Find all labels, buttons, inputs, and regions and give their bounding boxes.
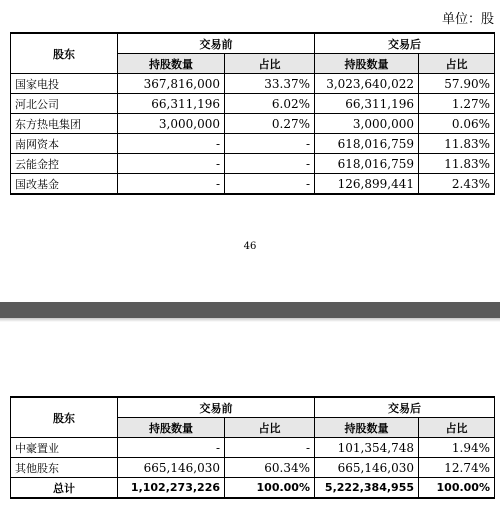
page-break-shadow (0, 318, 500, 322)
row-before-shares: 367,816,000 (118, 74, 225, 94)
header-before-ratio: 占比 (225, 54, 315, 74)
row-before-ratio: - (225, 134, 315, 154)
row-before-shares: - (118, 438, 225, 458)
row-after-ratio: 2.43% (419, 174, 495, 195)
header-after-shares: 持股数量 (315, 54, 419, 74)
table-row (11, 154, 495, 174)
total-after-ratio: 100.00% (419, 478, 495, 499)
header-after: 交易后 (315, 33, 495, 54)
unit-label: 单位：股 (441, 12, 494, 27)
page-break-divider (0, 302, 500, 318)
row-after-shares: 618,016,759 (315, 154, 419, 174)
header-before: 交易前 (118, 397, 315, 418)
row-before-shares: 66,311,196 (118, 94, 225, 114)
row-after-ratio: 1.27% (419, 94, 495, 114)
row-before-shares: - (118, 134, 225, 154)
table-row (11, 458, 495, 478)
row-after-shares: 66,311,196 (315, 94, 419, 114)
table-row (11, 94, 495, 114)
row-before-ratio: 33.37% (225, 74, 315, 94)
row-before-shares: 3,000,000 (118, 114, 225, 134)
header-before-shares: 持股数量 (118, 418, 225, 438)
row-after-shares: 665,146,030 (315, 458, 419, 478)
row-name: 河北公司 (11, 94, 118, 114)
header-after-ratio: 占比 (419, 54, 495, 74)
row-after-shares: 3,023,640,022 (315, 74, 419, 94)
row-before-ratio: 60.34% (225, 458, 315, 478)
table-row (11, 74, 495, 94)
header-after-shares: 持股数量 (315, 418, 419, 438)
row-after-ratio: 57.90% (419, 74, 495, 94)
shareholding-table-bottom (10, 396, 495, 499)
total-after-shares: 5,222,384,955 (315, 478, 419, 499)
row-before-shares: - (118, 154, 225, 174)
row-after-shares: 126,899,441 (315, 174, 419, 195)
page-number: 46 (243, 241, 257, 252)
total-label: 总计 (11, 478, 118, 499)
row-before-shares: - (118, 174, 225, 195)
row-after-shares: 3,000,000 (315, 114, 419, 134)
row-after-ratio: 11.83% (419, 154, 495, 174)
header-after-ratio: 占比 (419, 418, 495, 438)
row-name: 中豪置业 (11, 438, 118, 458)
table-total-row (11, 478, 495, 499)
row-name: 东方热电集团 (11, 114, 118, 134)
header-before: 交易前 (118, 33, 315, 54)
table-row (11, 174, 495, 195)
row-name: 国家电投 (11, 74, 118, 94)
table-row (11, 438, 495, 458)
shareholding-table-top (10, 32, 495, 195)
header-after: 交易后 (315, 397, 495, 418)
row-before-ratio: 0.27% (225, 114, 315, 134)
row-before-ratio: 6.02% (225, 94, 315, 114)
row-before-ratio: - (225, 438, 315, 458)
header-before-shares: 持股数量 (118, 54, 225, 74)
row-before-ratio: - (225, 154, 315, 174)
total-before-ratio: 100.00% (225, 478, 315, 499)
row-after-ratio: 12.74% (419, 458, 495, 478)
row-after-shares: 618,016,759 (315, 134, 419, 154)
header-shareholder: 股东 (11, 397, 118, 438)
row-before-ratio: - (225, 174, 315, 195)
header-before-ratio: 占比 (225, 418, 315, 438)
table-row (11, 134, 495, 154)
row-after-ratio: 0.06% (419, 114, 495, 134)
row-before-shares: 665,146,030 (118, 458, 225, 478)
row-name: 云能金控 (11, 154, 118, 174)
row-name: 国改基金 (11, 174, 118, 195)
row-name: 南网资本 (11, 134, 118, 154)
row-after-shares: 101,354,748 (315, 438, 419, 458)
row-after-ratio: 11.83% (419, 134, 495, 154)
row-after-ratio: 1.94% (419, 438, 495, 458)
table-row (11, 114, 495, 134)
total-before-shares: 1,102,273,226 (118, 478, 225, 499)
header-shareholder: 股东 (11, 33, 118, 74)
row-name: 其他股东 (11, 458, 118, 478)
